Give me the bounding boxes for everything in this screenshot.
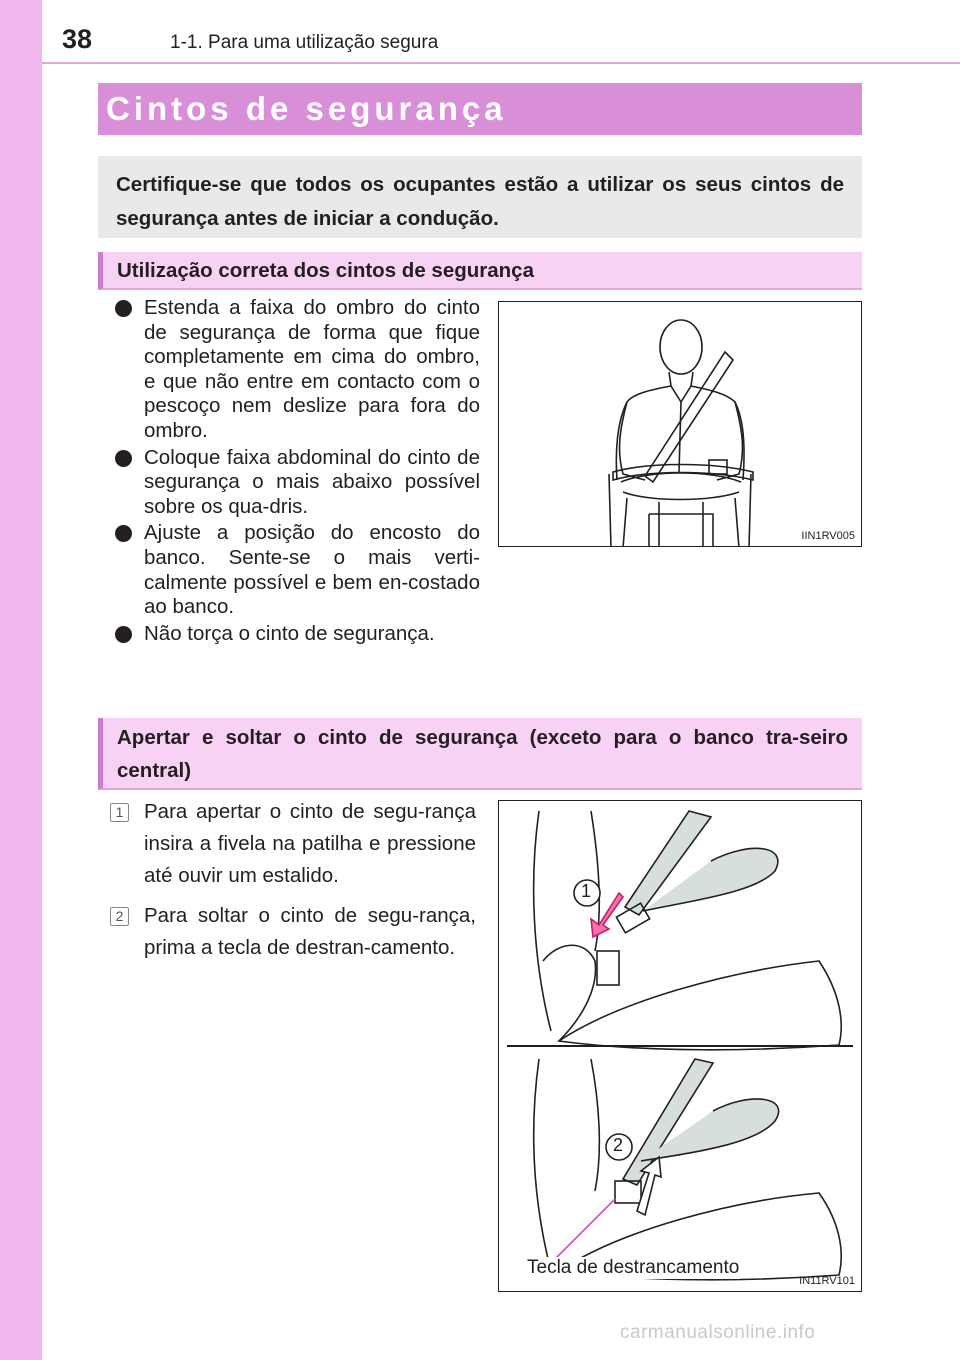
list-item: Coloque faixa abdominal do cinto de segurança o mais abaixo possível sobre os qua-dris. [100, 446, 480, 520]
page-title-bar [98, 83, 862, 135]
page-number: 38 [62, 24, 93, 54]
breadcrumb: 1-1. Para uma utilização segura [170, 32, 439, 53]
bullet-icon [115, 525, 132, 542]
list-item: Estenda a faixa do ombro do cinto de segurança de forma que fique completamente em cima do ombro, e que não entre em contacto com o pescoço nem deslize para fora do ombro. [100, 296, 480, 444]
step-number-icon: 2 [110, 907, 129, 926]
section-heading-fasten-release [98, 718, 862, 790]
side-color-strip [0, 0, 42, 1360]
figure-code: IN11RV101 [799, 1275, 855, 1287]
list-item: Ajuste a posição do encosto do banco. Sente-se o mais verti-calmente possível e bem en-costado ao banco. [100, 521, 480, 619]
step-item [104, 900, 476, 964]
section-heading-correct-use [98, 252, 862, 290]
figure-label-1: 1 [581, 881, 592, 901]
figure-label-2: 2 [613, 1135, 624, 1155]
bullet-list [100, 296, 480, 648]
watermark: carmanualsonline.info [620, 1322, 816, 1343]
buckle-figure [498, 800, 862, 1292]
list-item: Não torça o cinto de segurança. [100, 622, 480, 647]
seated-person-figure [498, 301, 862, 547]
bullet-icon [115, 450, 132, 467]
step-text: Para apertar o cinto de segu-rança insira a fivela na patilha e pressione até ouvir um estalido. [144, 800, 476, 887]
figure-caption: Tecla de destrancamento [527, 1257, 740, 1278]
bullet-icon [115, 626, 132, 643]
step-text: Para soltar o cinto de segu-rança, prima a tecla de destran-camento. [144, 904, 476, 959]
section-heading-text: Apertar e soltar o cinto de segurança (exceto para o banco tra-seiro central) [117, 726, 848, 782]
figure-code: IIN1RV005 [801, 530, 855, 542]
seated-person-illustration [499, 302, 862, 547]
bullet-icon [115, 300, 132, 317]
page-title: Cintos de segurança [106, 90, 507, 127]
step-number-icon: 1 [110, 803, 129, 822]
section-heading-text: Utilização correta dos cintos de segurança [117, 259, 534, 282]
step-item [104, 796, 476, 892]
intro-box [98, 156, 862, 238]
header-divider [42, 62, 960, 64]
intro-text: Certifique-se que todos os ocupantes estão a utilizar os seus cintos de segurança antes de iniciar a condução. [116, 173, 844, 230]
step-list [104, 796, 476, 972]
buckle-illustration [499, 801, 862, 1292]
